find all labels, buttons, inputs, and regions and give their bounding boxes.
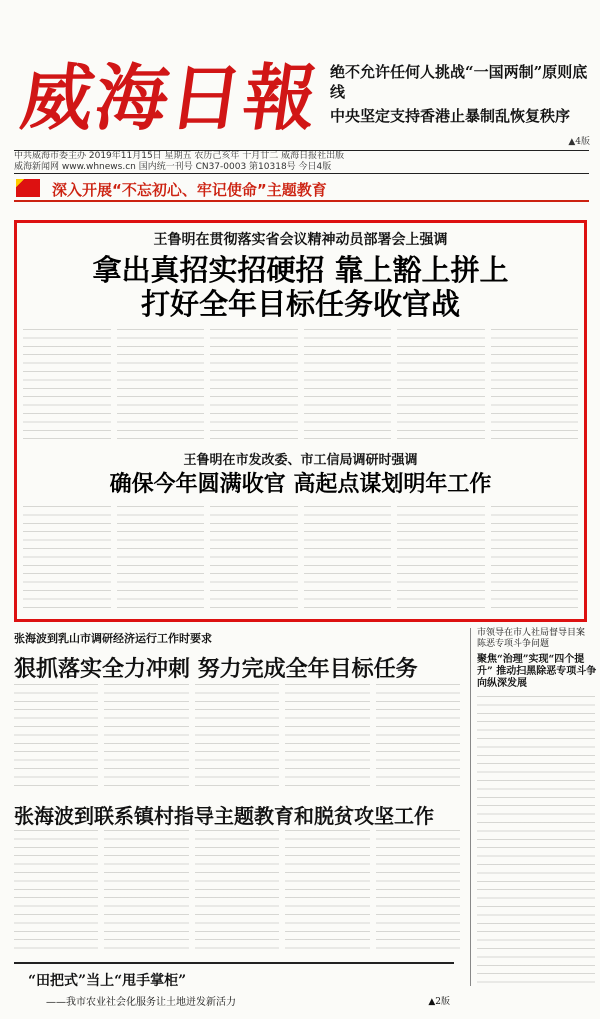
story3-column — [104, 684, 188, 792]
story2-column — [304, 506, 392, 610]
story2-body — [23, 506, 578, 610]
sidebar-headline[interactable]: 聚焦“治理”实现“四个提升” 推动扫黑除恶专项斗争向纵深发展 — [477, 654, 597, 689]
story3-column — [285, 684, 369, 792]
story2-column — [117, 506, 205, 610]
story1-headline-line2[interactable]: 打好全年目标任务收官战 — [140, 287, 460, 321]
story4-column — [376, 830, 460, 954]
story1-column — [117, 329, 205, 441]
story4-column — [285, 830, 369, 954]
story1-headline-line1[interactable]: 拿出真招实招硬招 靠上豁上拼上 — [92, 253, 509, 287]
story3-kicker: 张海波到乳山市调研经济运行工作时要求 — [14, 632, 212, 645]
page-ref: ▲4版 — [568, 137, 590, 147]
headline-hongkong[interactable]: 中央坚定支持香港止暴制乱恢复秩序 — [330, 107, 571, 125]
story4-column — [14, 830, 98, 954]
sidebar-body — [477, 696, 595, 986]
story4-column — [104, 830, 188, 954]
story2-column — [23, 506, 111, 610]
bottom-teaser-headline[interactable]: “田把式”当上“甩手掌柜” — [28, 973, 187, 989]
story1-column — [491, 329, 579, 441]
bottom-page-ref: ▲2版 — [428, 997, 450, 1007]
story4-headline[interactable]: 张海波到联系镇村指导主题教育和脱贫攻坚工作 — [14, 804, 434, 828]
sidebar-story — [470, 628, 597, 986]
story2-kicker: 王鲁明在市发改委、市工信局调研时强调 — [183, 453, 418, 468]
story1-column — [397, 329, 485, 441]
topic-label: 深入开展“不忘初心、牢记使命”主题教育 — [52, 181, 327, 199]
story2-headline[interactable]: 确保今年圆满收官 高起点谋划明年工作 — [109, 471, 492, 497]
story3-column — [14, 684, 98, 792]
issue-info-bar — [14, 150, 589, 174]
story1-body — [23, 329, 578, 441]
headline-one-country[interactable]: 绝不允许任何人挑战“一国两制”原则底线 — [330, 63, 588, 101]
issue-info-line2: 威海新闻网 www.whnews.cn 国内统一刊号 CN37-0003 第10318号 今日4版 — [14, 162, 332, 172]
issue-info-line1: 中共威海市委主办 2019年11月15日 星期五 农历己亥年 十月廿二 威海日报社出版 — [14, 151, 345, 161]
sidebar-kicker-1: 市领导在市人社局督导目案 — [477, 628, 586, 638]
story2-column — [397, 506, 485, 610]
bottom-teaser[interactable] — [14, 962, 454, 1010]
story4-column — [195, 830, 279, 954]
main-story-box — [14, 220, 587, 622]
story3-column — [376, 684, 460, 792]
story3-body — [14, 684, 460, 792]
top-headlines — [330, 62, 590, 147]
party-flag-icon — [16, 179, 40, 197]
story2-column — [210, 506, 298, 610]
story1-column — [23, 329, 111, 441]
sidebar-kicker-2: 陈恶专项斗争问题 — [477, 639, 550, 649]
story3-column — [195, 684, 279, 792]
story1-column — [304, 329, 392, 441]
story1-column — [210, 329, 298, 441]
story4-body — [14, 830, 460, 954]
story1-kicker: 王鲁明在贯彻落实省会议精神动员部署会上强调 — [153, 232, 448, 248]
topic-banner — [14, 178, 589, 202]
story2-column — [491, 506, 579, 610]
masthead-title: 威海日報 — [16, 55, 325, 140]
bottom-teaser-subhead: ——我市农业社会化服务让土地迸发新活力 — [46, 997, 236, 1008]
story3-headline[interactable]: 狠抓落实全力冲刺 努力完成全年目标任务 — [14, 656, 418, 682]
